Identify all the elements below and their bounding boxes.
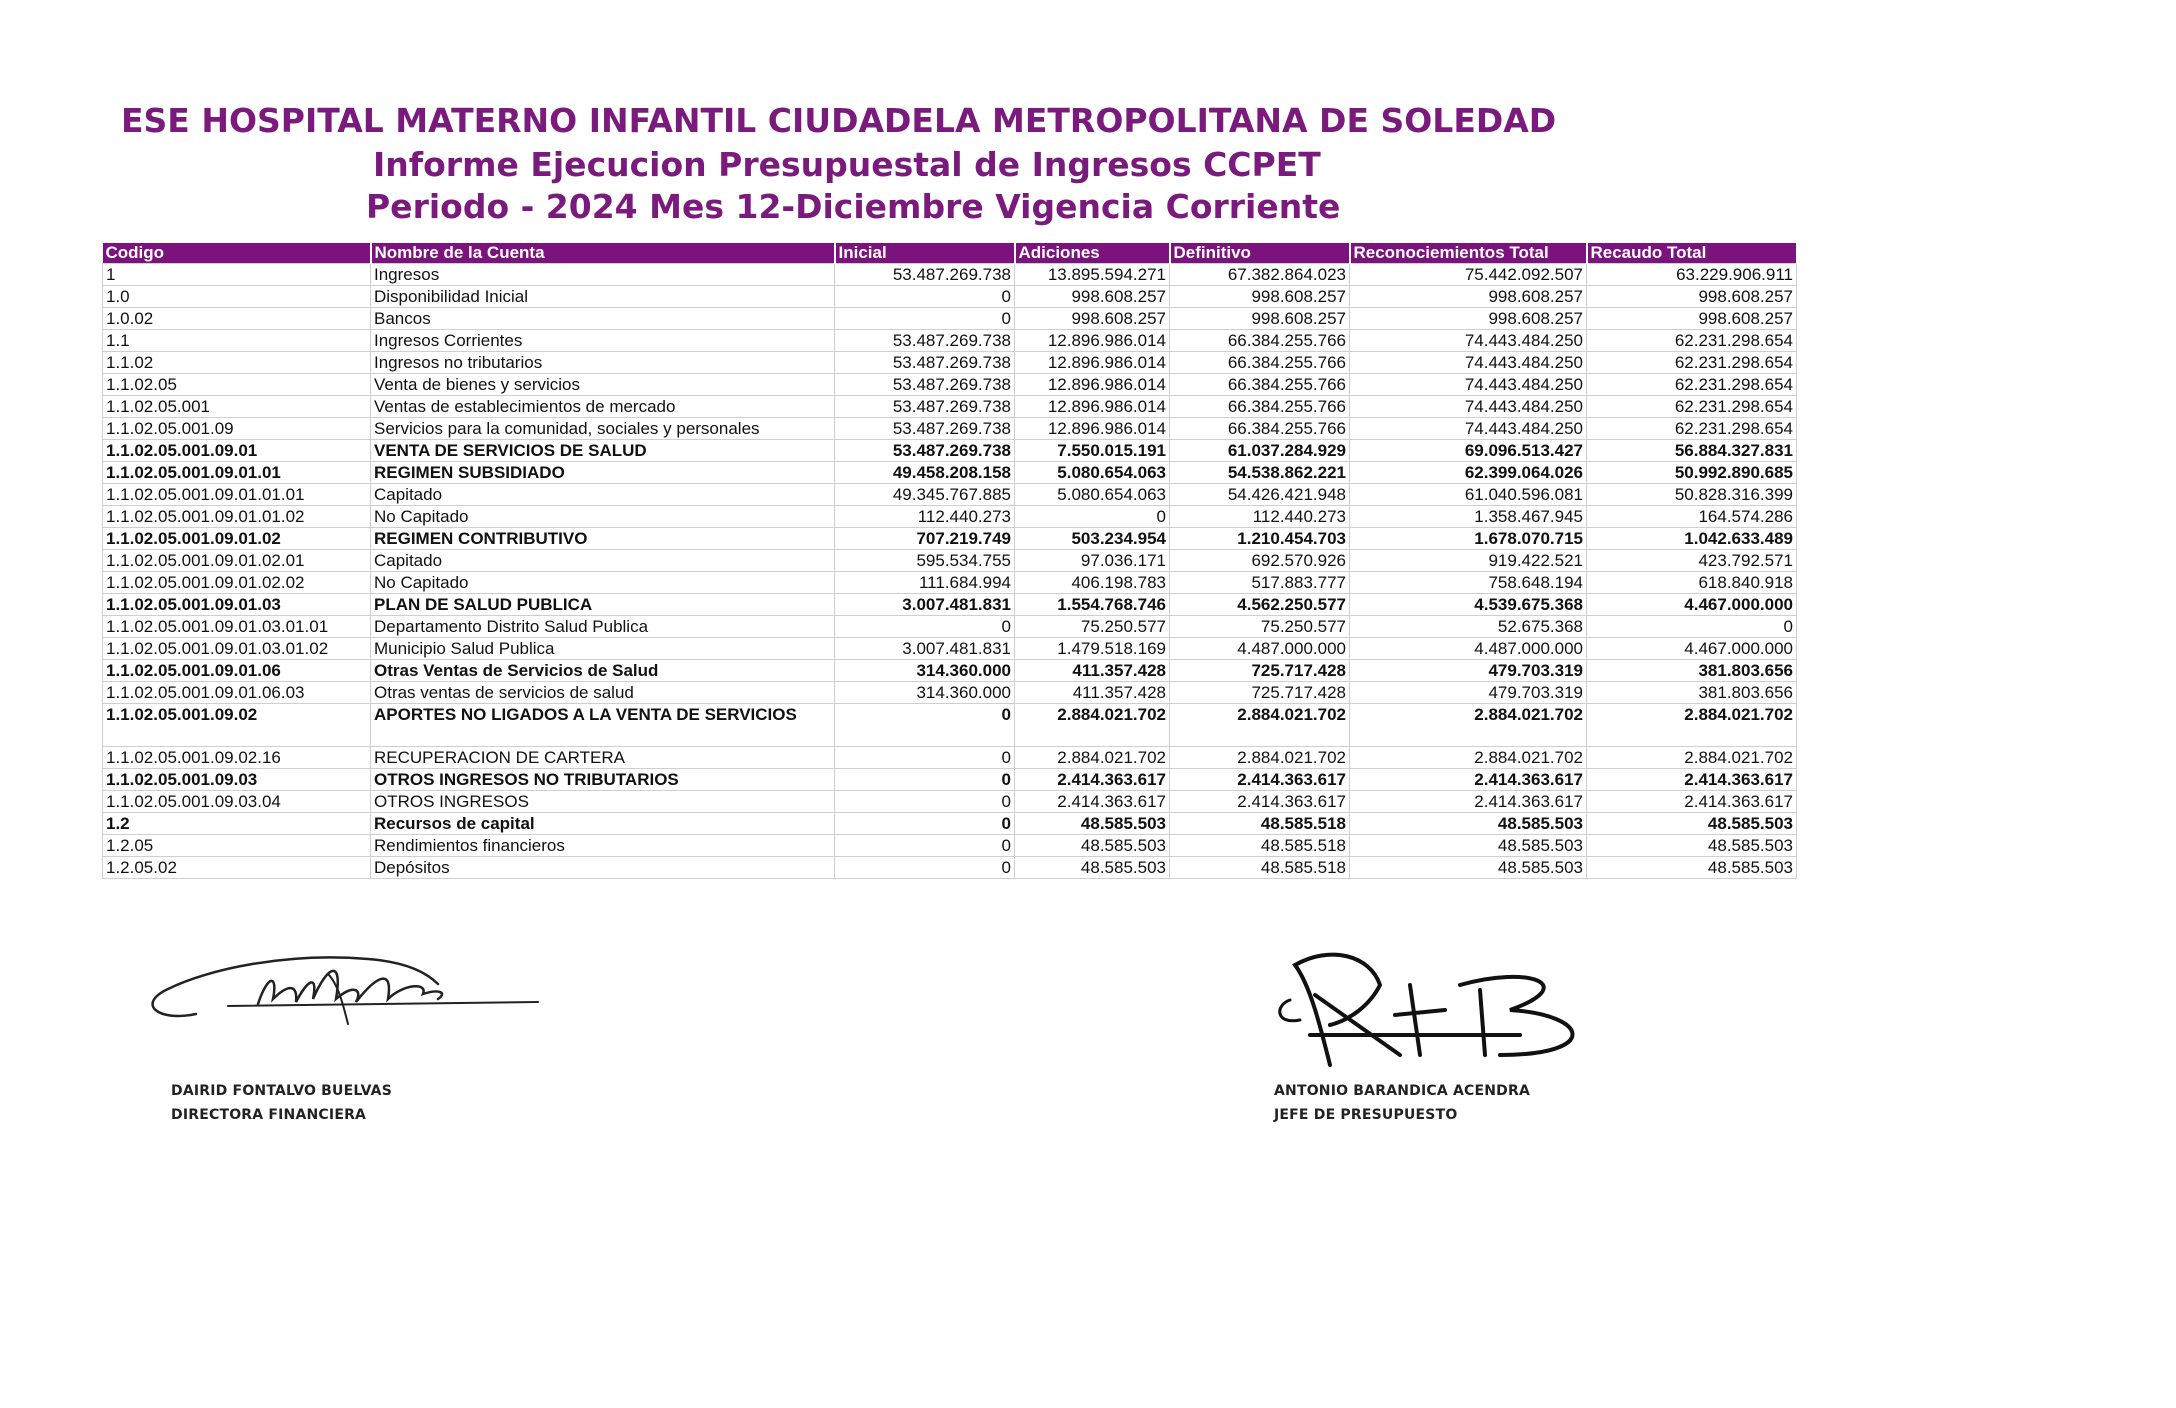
cell-recaudo: 56.884.327.831 xyxy=(1587,440,1797,462)
cell-definitivo: 54.426.421.948 xyxy=(1170,484,1350,506)
cell-codigo: 1.1.02.05.001.09.01 xyxy=(103,440,371,462)
cell-reconocimientos: 4.539.675.368 xyxy=(1350,594,1587,616)
signature-left xyxy=(138,944,548,1034)
cell-recaudo: 48.585.503 xyxy=(1587,835,1797,857)
cell-nombre: Depósitos xyxy=(371,857,835,879)
cell-nombre: Rendimientos financieros xyxy=(371,835,835,857)
cell-codigo: 1.1.02.05.001.09.03.04 xyxy=(103,791,371,813)
cell-definitivo: 48.585.518 xyxy=(1170,813,1350,835)
cell-inicial: 53.487.269.738 xyxy=(835,440,1015,462)
cell-nombre: No Capitado xyxy=(371,572,835,594)
cell-definitivo: 4.562.250.577 xyxy=(1170,594,1350,616)
cell-definitivo: 54.538.862.221 xyxy=(1170,462,1350,484)
column-header-reconocimientos: Reconociemientos Total xyxy=(1350,243,1587,264)
cell-nombre: Otras Ventas de Servicios de Salud xyxy=(371,660,835,682)
cell-inicial: 0 xyxy=(835,835,1015,857)
cell-reconocimientos: 998.608.257 xyxy=(1350,308,1587,330)
cell-nombre: No Capitado xyxy=(371,506,835,528)
cell-recaudo: 50.828.316.399 xyxy=(1587,484,1797,506)
cell-reconocimientos: 48.585.503 xyxy=(1350,835,1587,857)
cell-reconocimientos: 48.585.503 xyxy=(1350,857,1587,879)
cell-codigo: 1.2.05 xyxy=(103,835,371,857)
cell-inicial: 3.007.481.831 xyxy=(835,594,1015,616)
cell-nombre: Capitado xyxy=(371,550,835,572)
cell-nombre: Ingresos xyxy=(371,264,835,286)
table-row xyxy=(103,308,1797,330)
cell-reconocimientos: 1.358.467.945 xyxy=(1350,506,1587,528)
cell-definitivo: 112.440.273 xyxy=(1170,506,1350,528)
budget-execution-table xyxy=(102,243,1798,879)
cell-definitivo: 48.585.518 xyxy=(1170,857,1350,879)
handwritten-signature-right xyxy=(1270,945,1600,1070)
cell-definitivo: 4.487.000.000 xyxy=(1170,638,1350,660)
cell-nombre: OTROS INGRESOS xyxy=(371,791,835,813)
cell-codigo: 1.1.02.05.001.09.03 xyxy=(103,769,371,791)
cell-reconocimientos: 52.675.368 xyxy=(1350,616,1587,638)
cell-reconocimientos: 74.443.484.250 xyxy=(1350,330,1587,352)
cell-inicial: 0 xyxy=(835,857,1015,879)
cell-adiciones: 97.036.171 xyxy=(1015,550,1170,572)
table-row xyxy=(103,769,1797,791)
cell-nombre: Disponibilidad Inicial xyxy=(371,286,835,308)
cell-inicial: 53.487.269.738 xyxy=(835,374,1015,396)
cell-reconocimientos: 2.414.363.617 xyxy=(1350,791,1587,813)
cell-adiciones: 503.234.954 xyxy=(1015,528,1170,550)
cell-nombre: Municipio Salud Publica xyxy=(371,638,835,660)
cell-recaudo: 2.414.363.617 xyxy=(1587,791,1797,813)
cell-reconocimientos: 2.884.021.702 xyxy=(1350,704,1587,747)
cell-codigo: 1.1.02.05.001.09.01.06.03 xyxy=(103,682,371,704)
cell-recaudo: 423.792.571 xyxy=(1587,550,1797,572)
cell-inicial: 707.219.749 xyxy=(835,528,1015,550)
table-row xyxy=(103,572,1797,594)
cell-recaudo: 4.467.000.000 xyxy=(1587,594,1797,616)
cell-codigo: 1.1.02.05.001.09.01.03.01.02 xyxy=(103,638,371,660)
table-row xyxy=(103,835,1797,857)
cell-definitivo: 66.384.255.766 xyxy=(1170,418,1350,440)
cell-codigo: 1 xyxy=(103,264,371,286)
cell-codigo: 1.0 xyxy=(103,286,371,308)
cell-nombre: Ventas de establecimientos de mercado xyxy=(371,396,835,418)
column-header-codigo: Codigo xyxy=(103,243,371,264)
cell-codigo: 1.1.02.05.001.09.01.02.01 xyxy=(103,550,371,572)
column-header-recaudo: Recaudo Total xyxy=(1587,243,1797,264)
cell-adiciones: 5.080.654.063 xyxy=(1015,462,1170,484)
cell-inicial: 53.487.269.738 xyxy=(835,264,1015,286)
cell-codigo: 1.1.02.05.001.09.01.03.01.01 xyxy=(103,616,371,638)
table-row xyxy=(103,791,1797,813)
cell-recaudo: 381.803.656 xyxy=(1587,660,1797,682)
cell-definitivo: 2.414.363.617 xyxy=(1170,791,1350,813)
table-row xyxy=(103,638,1797,660)
cell-codigo: 1.1.02.05.001.09.01.02 xyxy=(103,528,371,550)
cell-inicial: 314.360.000 xyxy=(835,682,1015,704)
cell-recaudo: 48.585.503 xyxy=(1587,813,1797,835)
table-header xyxy=(103,243,1797,264)
cell-inicial: 0 xyxy=(835,813,1015,835)
cell-definitivo: 2.414.363.617 xyxy=(1170,769,1350,791)
institution-title: ESE HOSPITAL MATERNO INFANTIL CIUDADELA METROPOLITANA DE SOLEDAD xyxy=(121,101,1557,140)
cell-adiciones: 2.414.363.617 xyxy=(1015,769,1170,791)
cell-nombre: Bancos xyxy=(371,308,835,330)
cell-definitivo: 66.384.255.766 xyxy=(1170,396,1350,418)
table-row xyxy=(103,396,1797,418)
cell-codigo: 1.0.02 xyxy=(103,308,371,330)
table-row xyxy=(103,330,1797,352)
cell-reconocimientos: 48.585.503 xyxy=(1350,813,1587,835)
cell-definitivo: 67.382.864.023 xyxy=(1170,264,1350,286)
cell-adiciones: 998.608.257 xyxy=(1015,308,1170,330)
cell-adiciones: 411.357.428 xyxy=(1015,682,1170,704)
cell-codigo: 1.1.02.05.001.09.01.02.02 xyxy=(103,572,371,594)
cell-adiciones: 48.585.503 xyxy=(1015,835,1170,857)
cell-reconocimientos: 479.703.319 xyxy=(1350,660,1587,682)
cell-codigo: 1.1.02 xyxy=(103,352,371,374)
signatory-right-role: JEFE DE PRESUPUESTO xyxy=(1274,1107,1458,1123)
cell-adiciones: 2.884.021.702 xyxy=(1015,704,1170,747)
cell-reconocimientos: 919.422.521 xyxy=(1350,550,1587,572)
cell-adiciones: 12.896.986.014 xyxy=(1015,374,1170,396)
cell-reconocimientos: 758.648.194 xyxy=(1350,572,1587,594)
cell-reconocimientos: 74.443.484.250 xyxy=(1350,374,1587,396)
column-header-definitivo: Definitivo xyxy=(1170,243,1350,264)
cell-inicial: 0 xyxy=(835,769,1015,791)
cell-recaudo: 998.608.257 xyxy=(1587,286,1797,308)
table-body xyxy=(103,264,1797,879)
cell-recaudo: 48.585.503 xyxy=(1587,857,1797,879)
cell-nombre: Servicios para la comunidad, sociales y personales xyxy=(371,418,835,440)
cell-definitivo: 66.384.255.766 xyxy=(1170,374,1350,396)
cell-recaudo: 62.231.298.654 xyxy=(1587,374,1797,396)
cell-recaudo: 62.231.298.654 xyxy=(1587,418,1797,440)
cell-recaudo: 4.467.000.000 xyxy=(1587,638,1797,660)
table-header-row xyxy=(103,243,1797,264)
cell-codigo: 1.1.02.05 xyxy=(103,374,371,396)
cell-codigo: 1.1.02.05.001.09.01.01 xyxy=(103,462,371,484)
cell-inicial: 0 xyxy=(835,704,1015,747)
cell-adiciones: 48.585.503 xyxy=(1015,813,1170,835)
cell-reconocimientos: 2.414.363.617 xyxy=(1350,769,1587,791)
cell-definitivo: 2.884.021.702 xyxy=(1170,704,1350,747)
cell-definitivo: 692.570.926 xyxy=(1170,550,1350,572)
table-row xyxy=(103,682,1797,704)
cell-adiciones: 411.357.428 xyxy=(1015,660,1170,682)
cell-adiciones: 0 xyxy=(1015,506,1170,528)
cell-reconocimientos: 62.399.064.026 xyxy=(1350,462,1587,484)
cell-definitivo: 48.585.518 xyxy=(1170,835,1350,857)
cell-codigo: 1.2 xyxy=(103,813,371,835)
cell-adiciones: 1.479.518.169 xyxy=(1015,638,1170,660)
cell-recaudo: 50.992.890.685 xyxy=(1587,462,1797,484)
cell-definitivo: 517.883.777 xyxy=(1170,572,1350,594)
cell-recaudo: 164.574.286 xyxy=(1587,506,1797,528)
cell-inicial: 49.345.767.885 xyxy=(835,484,1015,506)
table-row xyxy=(103,484,1797,506)
cell-adiciones: 12.896.986.014 xyxy=(1015,418,1170,440)
cell-recaudo: 618.840.918 xyxy=(1587,572,1797,594)
cell-nombre: REGIMEN SUBSIDIADO xyxy=(371,462,835,484)
report-title: Informe Ejecucion Presupuestal de Ingresos CCPET xyxy=(373,145,1321,184)
cell-recaudo: 1.042.633.489 xyxy=(1587,528,1797,550)
table-row xyxy=(103,857,1797,879)
cell-definitivo: 61.037.284.929 xyxy=(1170,440,1350,462)
cell-nombre: PLAN DE SALUD PUBLICA xyxy=(371,594,835,616)
signatory-left-role: DIRECTORA FINANCIERA xyxy=(171,1107,367,1123)
cell-adiciones: 406.198.783 xyxy=(1015,572,1170,594)
cell-inicial: 0 xyxy=(835,791,1015,813)
cell-inicial: 111.684.994 xyxy=(835,572,1015,594)
cell-codigo: 1.1 xyxy=(103,330,371,352)
cell-adiciones: 5.080.654.063 xyxy=(1015,484,1170,506)
cell-adiciones: 998.608.257 xyxy=(1015,286,1170,308)
cell-nombre: Venta de bienes y servicios xyxy=(371,374,835,396)
cell-adiciones: 1.554.768.746 xyxy=(1015,594,1170,616)
cell-adiciones: 12.896.986.014 xyxy=(1015,330,1170,352)
column-header-adiciones: Adiciones xyxy=(1015,243,1170,264)
cell-reconocimientos: 74.443.484.250 xyxy=(1350,396,1587,418)
cell-inicial: 49.458.208.158 xyxy=(835,462,1015,484)
cell-definitivo: 998.608.257 xyxy=(1170,286,1350,308)
cell-recaudo: 2.884.021.702 xyxy=(1587,704,1797,747)
cell-codigo: 1.1.02.05.001.09.01.03 xyxy=(103,594,371,616)
table-row xyxy=(103,616,1797,638)
cell-inicial: 53.487.269.738 xyxy=(835,352,1015,374)
cell-nombre: VENTA DE SERVICIOS DE SALUD xyxy=(371,440,835,462)
column-header-nombre: Nombre de la Cuenta xyxy=(371,243,835,264)
cell-inicial: 0 xyxy=(835,616,1015,638)
cell-adiciones: 13.895.594.271 xyxy=(1015,264,1170,286)
cell-codigo: 1.1.02.05.001.09.01.01.02 xyxy=(103,506,371,528)
cell-definitivo: 66.384.255.766 xyxy=(1170,352,1350,374)
table-row xyxy=(103,418,1797,440)
cell-codigo: 1.1.02.05.001.09.01.01.01 xyxy=(103,484,371,506)
cell-codigo: 1.1.02.05.001.09.02 xyxy=(103,704,371,747)
cell-codigo: 1.1.02.05.001.09 xyxy=(103,418,371,440)
cell-nombre: Capitado xyxy=(371,484,835,506)
cell-inicial: 53.487.269.738 xyxy=(835,396,1015,418)
column-header-inicial: Inicial xyxy=(835,243,1015,264)
cell-recaudo: 0 xyxy=(1587,616,1797,638)
cell-definitivo: 1.210.454.703 xyxy=(1170,528,1350,550)
table-row xyxy=(103,594,1797,616)
cell-recaudo: 63.229.906.911 xyxy=(1587,264,1797,286)
cell-nombre: Recursos de capital xyxy=(371,813,835,835)
cell-definitivo: 2.884.021.702 xyxy=(1170,747,1350,769)
cell-adiciones: 12.896.986.014 xyxy=(1015,352,1170,374)
cell-recaudo: 998.608.257 xyxy=(1587,308,1797,330)
cell-adiciones: 48.585.503 xyxy=(1015,857,1170,879)
signatory-right-name: ANTONIO BARANDICA ACENDRA xyxy=(1274,1083,1530,1099)
table-row xyxy=(103,704,1797,747)
cell-codigo: 1.1.02.05.001.09.02.16 xyxy=(103,747,371,769)
table-row xyxy=(103,550,1797,572)
table-row xyxy=(103,660,1797,682)
cell-reconocimientos: 998.608.257 xyxy=(1350,286,1587,308)
cell-nombre: Ingresos Corrientes xyxy=(371,330,835,352)
table-row xyxy=(103,440,1797,462)
cell-inicial: 595.534.755 xyxy=(835,550,1015,572)
cell-reconocimientos: 61.040.596.081 xyxy=(1350,484,1587,506)
cell-nombre: APORTES NO LIGADOS A LA VENTA DE SERVICIOS xyxy=(371,704,835,747)
cell-inicial: 112.440.273 xyxy=(835,506,1015,528)
table-row xyxy=(103,352,1797,374)
cell-reconocimientos: 74.443.484.250 xyxy=(1350,418,1587,440)
table-row xyxy=(103,813,1797,835)
cell-inicial: 53.487.269.738 xyxy=(835,330,1015,352)
cell-codigo: 1.1.02.05.001 xyxy=(103,396,371,418)
cell-nombre: REGIMEN CONTRIBUTIVO xyxy=(371,528,835,550)
cell-reconocimientos: 74.443.484.250 xyxy=(1350,352,1587,374)
cell-recaudo: 2.884.021.702 xyxy=(1587,747,1797,769)
cell-inicial: 3.007.481.831 xyxy=(835,638,1015,660)
cell-recaudo: 62.231.298.654 xyxy=(1587,396,1797,418)
cell-recaudo: 381.803.656 xyxy=(1587,682,1797,704)
cell-nombre: OTROS INGRESOS NO TRIBUTARIOS xyxy=(371,769,835,791)
cell-recaudo: 62.231.298.654 xyxy=(1587,330,1797,352)
cell-codigo: 1.1.02.05.001.09.01.06 xyxy=(103,660,371,682)
table-row xyxy=(103,528,1797,550)
cell-adiciones: 7.550.015.191 xyxy=(1015,440,1170,462)
table-row xyxy=(103,747,1797,769)
cell-nombre: RECUPERACION DE CARTERA xyxy=(371,747,835,769)
table-row xyxy=(103,286,1797,308)
cell-nombre: Departamento Distrito Salud Publica xyxy=(371,616,835,638)
cell-reconocimientos: 4.487.000.000 xyxy=(1350,638,1587,660)
cell-adiciones: 75.250.577 xyxy=(1015,616,1170,638)
cell-inicial: 0 xyxy=(835,286,1015,308)
table-row xyxy=(103,374,1797,396)
table-row xyxy=(103,506,1797,528)
cell-nombre: Otras ventas de servicios de salud xyxy=(371,682,835,704)
table-row xyxy=(103,264,1797,286)
cell-recaudo: 2.414.363.617 xyxy=(1587,769,1797,791)
cell-reconocimientos: 2.884.021.702 xyxy=(1350,747,1587,769)
signatory-left-name: DAIRID FONTALVO BUELVAS xyxy=(171,1083,392,1099)
report-period: Periodo - 2024 Mes 12-Diciembre Vigencia Corriente xyxy=(366,187,1341,226)
cell-inicial: 53.487.269.738 xyxy=(835,418,1015,440)
cell-inicial: 314.360.000 xyxy=(835,660,1015,682)
handwritten-signature-left xyxy=(138,944,548,1034)
cell-definitivo: 725.717.428 xyxy=(1170,682,1350,704)
cell-definitivo: 998.608.257 xyxy=(1170,308,1350,330)
cell-inicial: 0 xyxy=(835,308,1015,330)
cell-codigo: 1.2.05.02 xyxy=(103,857,371,879)
cell-definitivo: 75.250.577 xyxy=(1170,616,1350,638)
cell-adiciones: 2.884.021.702 xyxy=(1015,747,1170,769)
cell-inicial: 0 xyxy=(835,747,1015,769)
cell-reconocimientos: 479.703.319 xyxy=(1350,682,1587,704)
signature-right xyxy=(1270,945,1600,1070)
cell-reconocimientos: 69.096.513.427 xyxy=(1350,440,1587,462)
cell-adiciones: 2.414.363.617 xyxy=(1015,791,1170,813)
table-row xyxy=(103,462,1797,484)
cell-reconocimientos: 1.678.070.715 xyxy=(1350,528,1587,550)
cell-reconocimientos: 75.442.092.507 xyxy=(1350,264,1587,286)
cell-nombre: Ingresos no tributarios xyxy=(371,352,835,374)
cell-definitivo: 66.384.255.766 xyxy=(1170,330,1350,352)
cell-adiciones: 12.896.986.014 xyxy=(1015,396,1170,418)
cell-definitivo: 725.717.428 xyxy=(1170,660,1350,682)
cell-recaudo: 62.231.298.654 xyxy=(1587,352,1797,374)
